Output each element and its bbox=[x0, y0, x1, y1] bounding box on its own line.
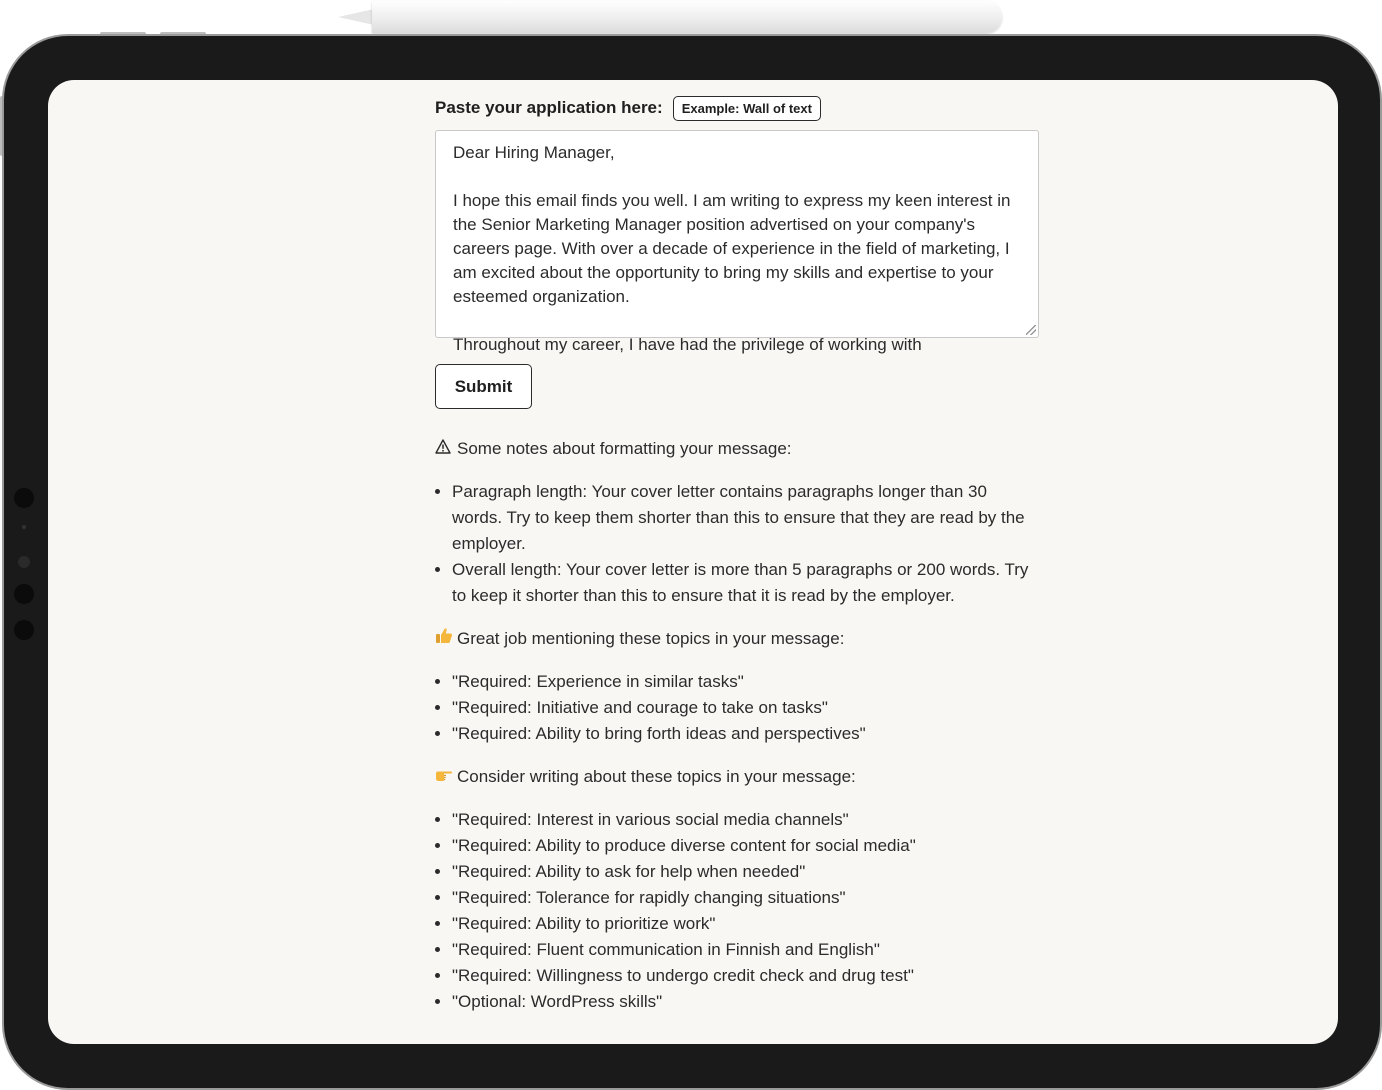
sensor-dot bbox=[22, 525, 26, 529]
consider-topics-list bbox=[435, 807, 1041, 1015]
list-item: • "Required: Ability to produce diverse content for social media" bbox=[452, 833, 1041, 859]
sensor-dot bbox=[14, 620, 34, 640]
formatting-heading-text: Some notes about formatting your message: bbox=[457, 439, 792, 458]
sensor-dot bbox=[14, 488, 34, 508]
consider-topics-heading bbox=[435, 765, 1041, 789]
list-item: • "Required: Experience in similar tasks" bbox=[452, 669, 1041, 695]
list-item: • "Required: Willingness to undergo credit check and drug test" bbox=[452, 963, 1041, 989]
list-item: • Paragraph length: Your cover letter contains paragraphs longer than 30 words. Try to keep them shorter than this to ensure that they are read by the employer. bbox=[452, 479, 1041, 557]
mentioned-heading-text: Great job mentioning these topics in your message: bbox=[457, 629, 845, 648]
textarea-paragraph: I hope this email finds you well. I am writing to express my keen interest in the Senior Marketing Manager position advertised on your company's careers page. With over a decade of experience in the field of marketing, I am excited about the opportunity to bring my skills and expertise to your esteemed organization. bbox=[453, 191, 1016, 306]
list-item: • "Required: Initiative and courage to take on tasks" bbox=[452, 695, 1041, 721]
tablet-frame bbox=[4, 36, 1380, 1088]
list-item: • "Required: Ability to prioritize work" bbox=[452, 911, 1041, 937]
example-wall-of-text-button[interactable]: Example: Wall of text bbox=[673, 96, 821, 121]
warning-icon bbox=[435, 437, 453, 461]
list-item: • Overall length: Your cover letter is more than 5 paragraphs or 200 words. Try to keep it shorter than this to ensure that it is read by the employer. bbox=[452, 557, 1041, 609]
mentioned-topics-list bbox=[435, 669, 1041, 747]
pointing-hand-icon bbox=[435, 765, 453, 789]
camera-lens bbox=[18, 556, 30, 568]
input-label: Paste your application here: bbox=[435, 98, 663, 117]
resize-handle[interactable] bbox=[1026, 325, 1036, 335]
pencil-tip bbox=[338, 9, 374, 25]
list-item: • "Required: Interest in various social media channels" bbox=[452, 807, 1041, 833]
list-item: • "Required: Fluent communication in Finnish and English" bbox=[452, 937, 1041, 963]
list-item: • "Optional: WordPress skills" bbox=[452, 989, 1041, 1015]
submit-button[interactable]: Submit bbox=[435, 364, 532, 409]
list-item: • "Required: Tolerance for rapidly changing situations" bbox=[452, 885, 1041, 911]
sensor-dot bbox=[14, 584, 34, 604]
list-item: • "Required: Ability to bring forth ideas and perspectives" bbox=[452, 721, 1041, 747]
list-item: • "Required: Ability to ask for help when needed" bbox=[452, 859, 1041, 885]
textarea-paragraph: Dear Hiring Manager, bbox=[453, 143, 615, 162]
formatting-notes-list bbox=[435, 479, 1041, 609]
application-checker bbox=[435, 92, 1041, 1015]
application-textarea[interactable] bbox=[435, 130, 1039, 354]
mentioned-topics-heading bbox=[435, 627, 1041, 651]
textarea-paragraph: Throughout my career, I have had the privilege of working with bbox=[453, 335, 922, 354]
thumbs-up-icon bbox=[435, 627, 453, 651]
input-label-row bbox=[435, 92, 1041, 124]
consider-heading-text: Consider writing about these topics in your message: bbox=[457, 767, 856, 786]
apple-pencil bbox=[372, 1, 1002, 33]
formatting-notes-heading bbox=[435, 437, 1041, 461]
screen bbox=[48, 80, 1338, 1044]
